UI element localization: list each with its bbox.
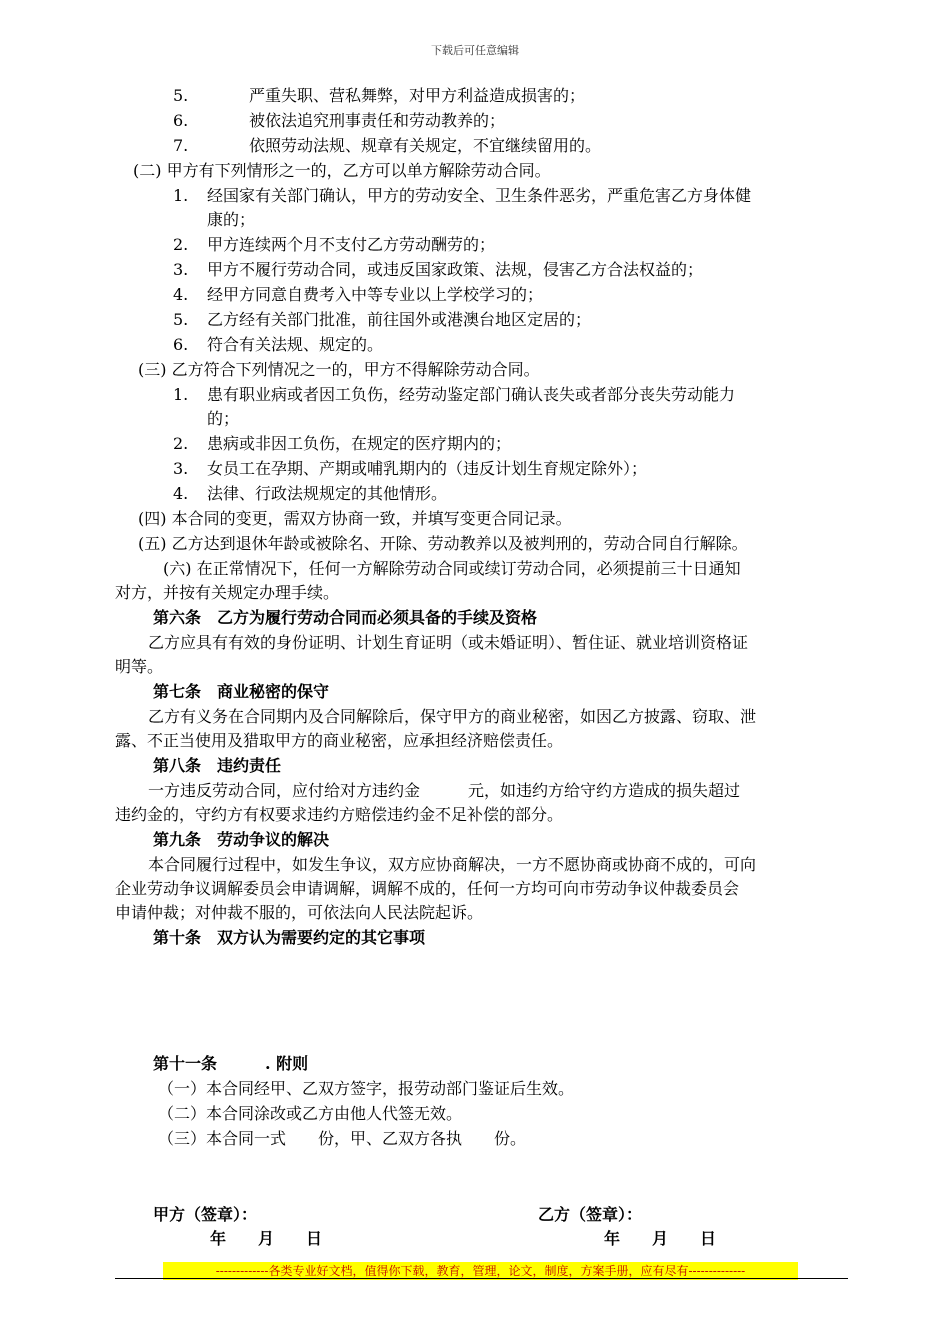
section-title: (三) 乙方符合下列情况之一的，甲方不得解除劳动合同。 [138, 360, 540, 379]
list-number: 6. [173, 335, 189, 354]
party-b-date: 年 月 日 [604, 1229, 717, 1248]
article-text: 乙方有义务在合同期内及合同解除后，保守甲方的商业秘密，如因乙方披露、窃取、泄 [148, 707, 757, 726]
party-a-date: 年 月 日 [210, 1229, 323, 1248]
article-text: 露、不正当使用及猎取甲方的商业秘密，应承担经济赔偿责任。 [115, 731, 564, 750]
list-item-continuation: 的； [207, 409, 240, 428]
list-item: 患病或非因工负伤，在规定的医疗期内的； [207, 434, 512, 453]
list-item: 严重失职、营私舞弊，对甲方利益造成损害的； [249, 86, 586, 105]
section-text: (六) 在正常情况下，任何一方解除劳动合同或续订劳动合同，必须提前三十日通知 [163, 559, 741, 578]
article-heading: 第六条 乙方为履行劳动合同而必须具备的手续及资格 [153, 608, 538, 627]
list-number: 1. [173, 385, 189, 404]
list-number: 2. [173, 235, 189, 254]
list-number: 5. [173, 310, 189, 329]
appendix-item: （一）本合同经甲、乙双方签字，报劳动部门鉴证后生效。 [158, 1079, 575, 1098]
list-number: 4. [173, 285, 189, 304]
article-text: 违约金的，守约方有权要求违约方赔偿违约金不足补偿的部分。 [115, 805, 564, 824]
article-text: 申请仲裁；对仲裁不服的，可依法向人民法院起诉。 [115, 903, 484, 922]
header-note: 下载后可任意编辑 [431, 44, 519, 57]
list-number: 1. [173, 186, 189, 205]
list-item: 患有职业病或者因工负伤，经劳动鉴定部门确认丧失或者部分丧失劳动能力 [207, 385, 736, 404]
list-number: 6. [173, 111, 189, 130]
list-item: 女员工在孕期、产期或哺乳期内的（违反计划生育规定除外）； [207, 459, 648, 478]
list-item: 经国家有关部门确认，甲方的劳动安全、卫生条件恶劣，严重危害乙方身体健 [207, 186, 752, 205]
article-heading: 第十条 双方认为需要约定的其它事项 [153, 928, 426, 947]
footer-divider [115, 1278, 848, 1279]
list-item: 甲方连续两个月不支付乙方劳动酬劳的； [207, 235, 496, 254]
article-heading: 第八条 违约责任 [153, 756, 282, 775]
list-number: 3. [173, 260, 189, 279]
article-text: 乙方应具有有效的身份证明、计划生育证明（或未婚证明）、暂住证、就业培训资格证 [148, 633, 749, 652]
footer-banner: -------------各类专业好文档，值得你下载，教育，管理，论文，制度，方案手册，应有尽有-------------- [163, 1262, 798, 1280]
list-item: 甲方不履行劳动合同，或违反国家政策、法规，侵害乙方合法权益的； [207, 260, 704, 279]
section-title: (二) 甲方有下列情形之一的，乙方可以单方解除劳动合同。 [133, 161, 551, 180]
article-text: 本合同履行过程中，如发生争议，双方应协商解决，一方不愿协商或协商不成的，可向 [148, 855, 757, 874]
party-b-signature-label: 乙方（签章）： [538, 1205, 643, 1224]
list-item-continuation: 康的； [207, 210, 256, 229]
list-item: 依照劳动法规、规章有关规定，不宜继续留用的。 [249, 136, 602, 155]
list-number: 3. [173, 459, 189, 478]
list-item: 符合有关法规、规定的。 [207, 335, 384, 354]
list-item: 法律、行政法规规定的其他情形。 [207, 484, 448, 503]
list-number: 7. [173, 136, 189, 155]
article-text: 一方违反劳动合同，应付给对方违约金 元，如违约方给守约方造成的损失超过 [148, 781, 741, 800]
appendix-item: （二）本合同涂改或乙方由他人代签无效。 [158, 1104, 463, 1123]
article-heading: 第七条 商业秘密的保守 [153, 682, 330, 701]
section-text: (四) 本合同的变更，需双方协商一致，并填写变更合同记录。 [138, 509, 572, 528]
appendix-item: （三）本合同一式 份，甲、乙双方各执 份。 [158, 1129, 527, 1148]
list-number: 2. [173, 434, 189, 453]
article-heading: 第九条 劳动争议的解决 [153, 830, 330, 849]
article-text: 企业劳动争议调解委员会申请调解，调解不成的，任何一方均可向市劳动争议仲裁委员会 [115, 879, 740, 898]
list-number: 4. [173, 484, 189, 503]
section-text-continuation: 对方，并按有关规定办理手续。 [115, 583, 340, 602]
list-item: 被依法追究刑事责任和劳动教养的； [249, 111, 506, 130]
party-a-signature-label: 甲方（签章）： [153, 1205, 258, 1224]
article-heading: 第十一条 . 附则 [153, 1054, 309, 1073]
list-item: 经甲方同意自费考入中等专业以上学校学习的； [207, 285, 544, 304]
section-text: (五) 乙方达到退休年龄或被除名、开除、劳动教养以及被判刑的，劳动合同自行解除。 [138, 534, 748, 553]
article-text: 明等。 [115, 657, 164, 676]
list-number: 5. [173, 86, 189, 105]
list-item: 乙方经有关部门批准，前往国外或港澳台地区定居的； [207, 310, 592, 329]
